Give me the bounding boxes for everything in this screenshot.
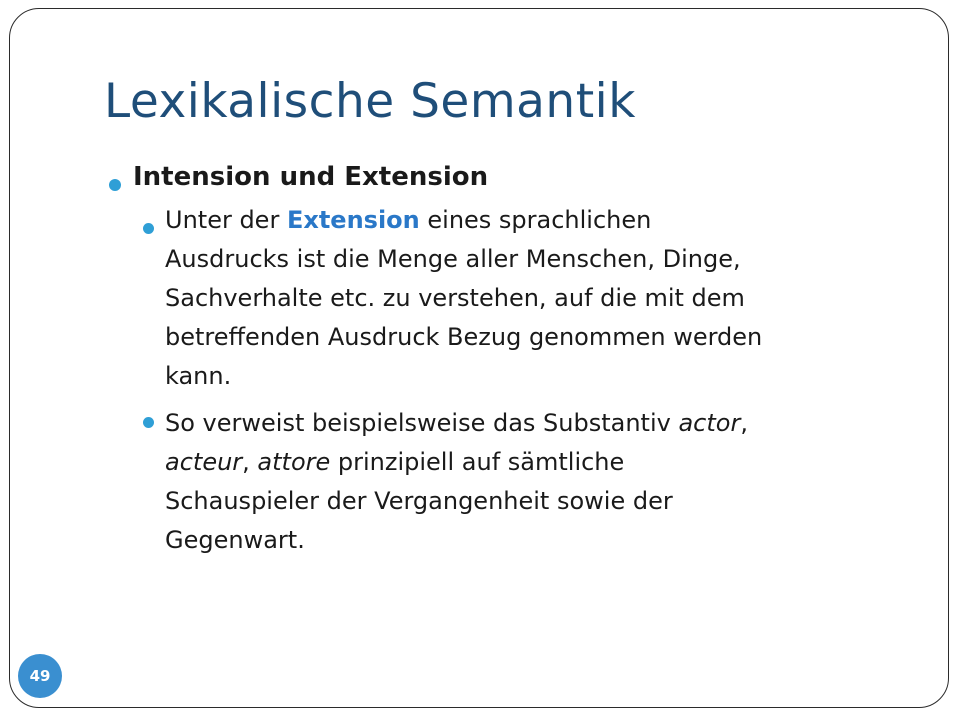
term-acteur: acteur bbox=[165, 448, 243, 476]
text-line: Schauspieler der Vergangenheit sowie der bbox=[165, 487, 673, 515]
text-run: , bbox=[242, 448, 258, 476]
text-run: So verweist beispielsweise das Substantiv bbox=[165, 409, 679, 437]
bullet-icon bbox=[109, 179, 121, 191]
bullet-example bbox=[165, 404, 925, 560]
bullet-icon bbox=[143, 223, 154, 234]
keyword-extension: Extension bbox=[286, 206, 420, 234]
text-run: , bbox=[740, 409, 748, 437]
text-line: Ausdrucks ist die Menge aller Menschen, Dinge, bbox=[165, 245, 741, 273]
text-line bbox=[165, 443, 925, 482]
bullet-level1-text: Intension und Extension bbox=[133, 162, 489, 192]
term-actor: actor bbox=[678, 409, 741, 437]
text-run: eines sprachlichen bbox=[419, 206, 652, 234]
page-number-badge: 49 bbox=[18, 654, 62, 698]
text-line: kann. bbox=[165, 362, 232, 390]
text-line bbox=[165, 404, 925, 443]
text-line: Gegenwart. bbox=[165, 526, 305, 554]
slide-title: Lexikalische Semantik bbox=[104, 74, 636, 129]
text-line bbox=[165, 201, 925, 240]
term-attore: attore bbox=[257, 448, 331, 476]
text-line: betreffenden Ausdruck Bezug genommen werden bbox=[165, 323, 763, 351]
text-line: Sachverhalte etc. zu verstehen, auf die mit dem bbox=[165, 284, 745, 312]
text-run: prinzipiell auf sämtliche bbox=[330, 448, 625, 476]
text-run: Unter der bbox=[165, 206, 287, 234]
bullet-extension-definition bbox=[165, 201, 925, 396]
bullet-icon bbox=[143, 417, 154, 428]
